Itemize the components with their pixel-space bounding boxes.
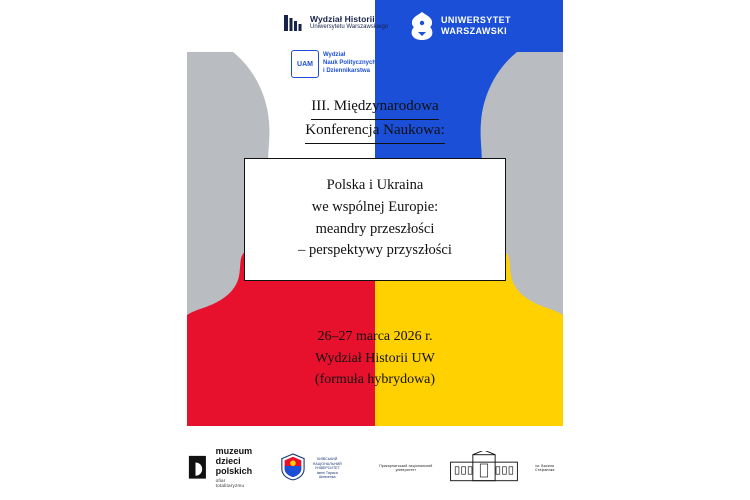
- uam-line1: Wydział: [323, 52, 346, 59]
- kyiv-wordmark: [309, 457, 345, 479]
- logo-university-of-warsaw: [409, 10, 511, 42]
- details-date: 26–27 marca 2026 r.: [317, 329, 433, 344]
- museum-line2: dzieci: [215, 456, 241, 467]
- uam-line2: Nauk Politycznych: [323, 60, 377, 67]
- kyiv-line1: КИЇВСЬКИЙ: [317, 457, 338, 462]
- logo-ivano-frankivsk-university: [371, 451, 563, 485]
- uam-wordmark: [323, 52, 376, 75]
- header-logos: [187, 6, 563, 84]
- kyiv-crest-icon: [280, 453, 306, 483]
- conference-headline: [187, 96, 563, 144]
- headline-line2: Konferencja Naukowa:: [305, 120, 445, 144]
- title-line3: meandry przeszłości: [315, 220, 435, 237]
- uw-line2: WARSZAWSKI: [441, 26, 507, 36]
- eagle-crest-icon: [409, 10, 435, 42]
- conference-title-box: [244, 158, 506, 281]
- uw-history-line1: Wydział Historii: [310, 13, 375, 24]
- uw-line1: UNIWERSYTET: [441, 14, 511, 25]
- logo-kyiv-national-university: [280, 453, 346, 483]
- uw-wordmark: [441, 15, 511, 38]
- headline-line1: III. Międzynarodowa: [311, 96, 438, 120]
- museum-wordmark: [216, 447, 254, 488]
- uw-history-wordmark: [310, 15, 388, 31]
- museum-line3: polskich: [215, 465, 253, 476]
- university-building-icon: [445, 451, 523, 485]
- sponsor-logos: [187, 440, 563, 496]
- uam-shield-icon: UAM: [291, 50, 319, 78]
- logo-muzeum-dzieci-polskich: [187, 447, 254, 488]
- ivano-arc-top-text: Прикарпатський національний університет: [379, 464, 433, 472]
- conference-details: [187, 326, 563, 391]
- museum-line1: muzeum: [215, 446, 253, 457]
- title-line4: – perspektywy przyszłości: [298, 242, 452, 259]
- kyiv-line2: НАЦІОНАЛЬНИЙ: [312, 461, 342, 466]
- kyiv-line3: УНІВЕРСИТЕТ: [314, 466, 340, 471]
- logo-uw-history: [283, 12, 388, 34]
- ivano-arc-bottom-text: ім. Василя Стефаника: [535, 464, 555, 472]
- logo-uam-political-science: [291, 50, 376, 78]
- uw-history-mark-icon: [283, 12, 305, 34]
- museum-mark-icon: [187, 454, 212, 482]
- conference-poster: [187, 0, 563, 500]
- details-format: (formuła hybrydowa): [314, 372, 436, 388]
- museum-subtitle: ofiar totalitaryzmu: [215, 477, 245, 488]
- uam-line3: i Dziennikarstwa: [323, 67, 371, 74]
- title-line2: we wspólnej Europie:: [311, 198, 439, 215]
- uw-history-line2: Uniwersytetu Warszawskiego: [310, 24, 389, 31]
- details-venue: Wydział Historii UW: [315, 350, 435, 366]
- title-line1: Polska i Ukraina: [326, 177, 424, 193]
- kyiv-line4: імені Тараса Шевченка: [316, 470, 338, 480]
